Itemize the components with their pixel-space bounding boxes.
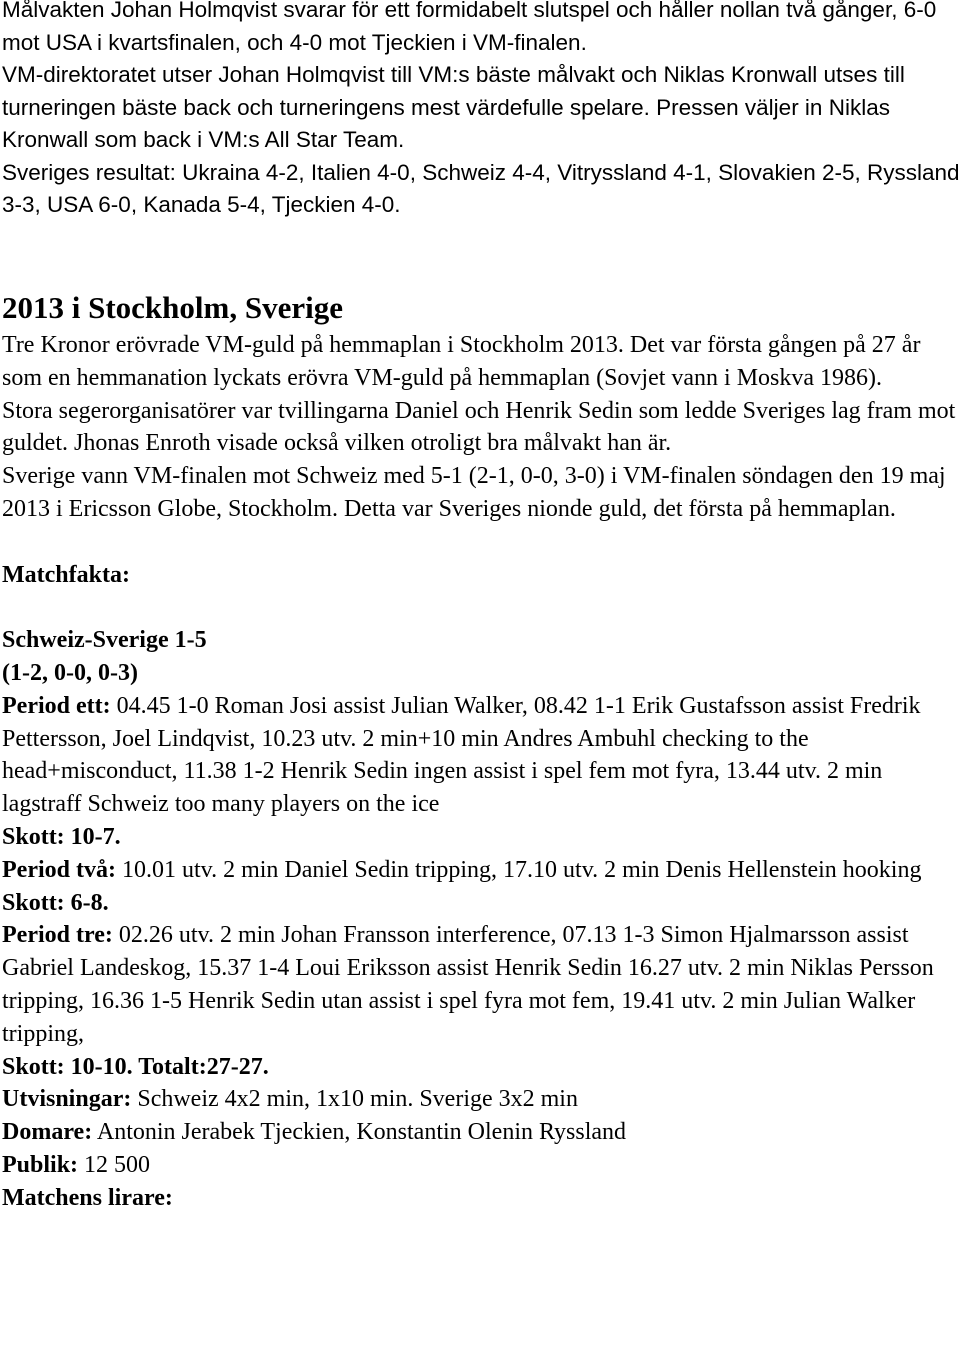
paragraph-home-gold: Tre Kronor erövrade VM-guld på hemmaplan i Stockholm 2013. Det var första gången på 27 år som en hemmanation lyckats erövra VM-guld på hemmaplan (Sovjet vann i Moskva 1986). xyxy=(2,332,921,391)
referees-text: Antonin Jerabek Tjeckien, Konstantin Olenin Ryssland xyxy=(92,1119,627,1146)
match-players-label: Matchens lirare: xyxy=(2,1184,173,1211)
paragraph-sedin: Stora segerorganisatörer var tvillingarna Daniel och Henrik Sedin som ledde Sveriges lag fram mot guldet. Jhonas Enroth visade också vilken otroligt bra målvakt han är. xyxy=(2,397,956,457)
section-2013 xyxy=(2,329,960,1215)
section-heading-2013: 2013 i Stockholm, Sverige xyxy=(2,290,343,325)
referees xyxy=(2,1116,960,1149)
shots-period-three: Skott: 10-10. xyxy=(2,1053,133,1080)
penalties-text: Schweiz 4x2 min, 1x10 min. Sverige 3x2 min xyxy=(131,1086,578,1113)
penalties-label: Utvisningar: xyxy=(2,1086,132,1113)
period-two-label: Period två: xyxy=(2,856,116,883)
attendance-text: 12 500 xyxy=(78,1151,151,1178)
spacer xyxy=(2,526,960,559)
paragraph-results: Sveriges resultat: Ukraina 4-2, Italien 4-0, Schweiz 4-4, Vitryssland 4-1, Slovakien 2-5, Ryssland 3-3, USA 6-0, Kanada 5-4, Tjeckien 4-0. xyxy=(2,159,960,217)
match-title: Schweiz-Sverige 1-5 xyxy=(2,627,207,654)
shots-grand-total: Totalt:27-27. xyxy=(138,1053,269,1080)
period-two-text: 10.01 utv. 2 min Daniel Sedin tripping, 17.10 utv. 2 min Denis Hellenstein hooking xyxy=(115,856,922,883)
section-2006 xyxy=(2,0,960,222)
attendance xyxy=(2,1149,960,1182)
paragraph-directorate: VM-direktoratet utser Johan Holmqvist till VM:s bäste målvakt och Niklas Kronwall utses till turneringen bäste back och turneringens mest värdefulle spelare. Pressen väljer in Niklas Kronwall som back i VM:s All Star Team. xyxy=(2,62,905,152)
spacer xyxy=(2,591,960,624)
shots-period-two: Skott: 6-8. xyxy=(2,889,109,916)
referees-label: Domare: xyxy=(2,1119,93,1146)
period-three-label: Period tre: xyxy=(2,922,113,949)
shots-total xyxy=(2,1051,960,1084)
shots-period-one: Skott: 10-7. xyxy=(2,823,121,850)
period-three-text: 02.26 utv. 2 min Johan Fransson interference, 07.13 1-3 Simon Hjalmarsson assist Gabriel Landeskog, 15.37 1-4 Loui Eriksson assist Henrik Sedin 16.27 utv. 2 min Niklas Persson tripping, 16.36 1-5 Henrik Sedin utan assist i spel fyra mot fem, 19.41 utv. 2 min Julian Walker tripping, xyxy=(2,922,934,1047)
period-two xyxy=(2,854,960,887)
paragraph-final: Sverige vann VM-finalen mot Schweiz med 5-1 (2-1, 0-0, 3-0) i VM-finalen söndagen den 19 maj 2013 i Ericsson Globe, Stockholm. Detta var Sveriges nionde guld, det första på hemmaplan. xyxy=(2,463,946,522)
period-one-label: Period ett: xyxy=(2,692,111,719)
penalties xyxy=(2,1083,960,1116)
period-scores: (1-2, 0-0, 0-3) xyxy=(2,659,138,686)
matchfakta-heading: Matchfakta: xyxy=(2,561,130,588)
attendance-label: Publik: xyxy=(2,1151,79,1178)
paragraph-holmqvist: Målvakten Johan Holmqvist svarar för ett formidabelt slutspel och håller nollan två gånger, 6-0 mot USA i kvartsfinalen, och 4-0 mot Tjeckien i VM-finalen. xyxy=(2,0,937,55)
period-one-text: 04.45 1-0 Roman Josi assist Julian Walker, 08.42 1-1 Erik Gustafsson assist Fredrik Pettersson, Joel Lindqvist, 10.23 utv. 2 min+10 min Andres Ambuhl checking to the head+misconduct, 11.38 1-2 Henrik Sedin ingen assist i spel fem mot fyra, 13.44 utv. 2 min lagstraff Schweiz too many players on the ice xyxy=(2,692,921,818)
period-one xyxy=(2,690,960,821)
period-three xyxy=(2,919,960,1050)
